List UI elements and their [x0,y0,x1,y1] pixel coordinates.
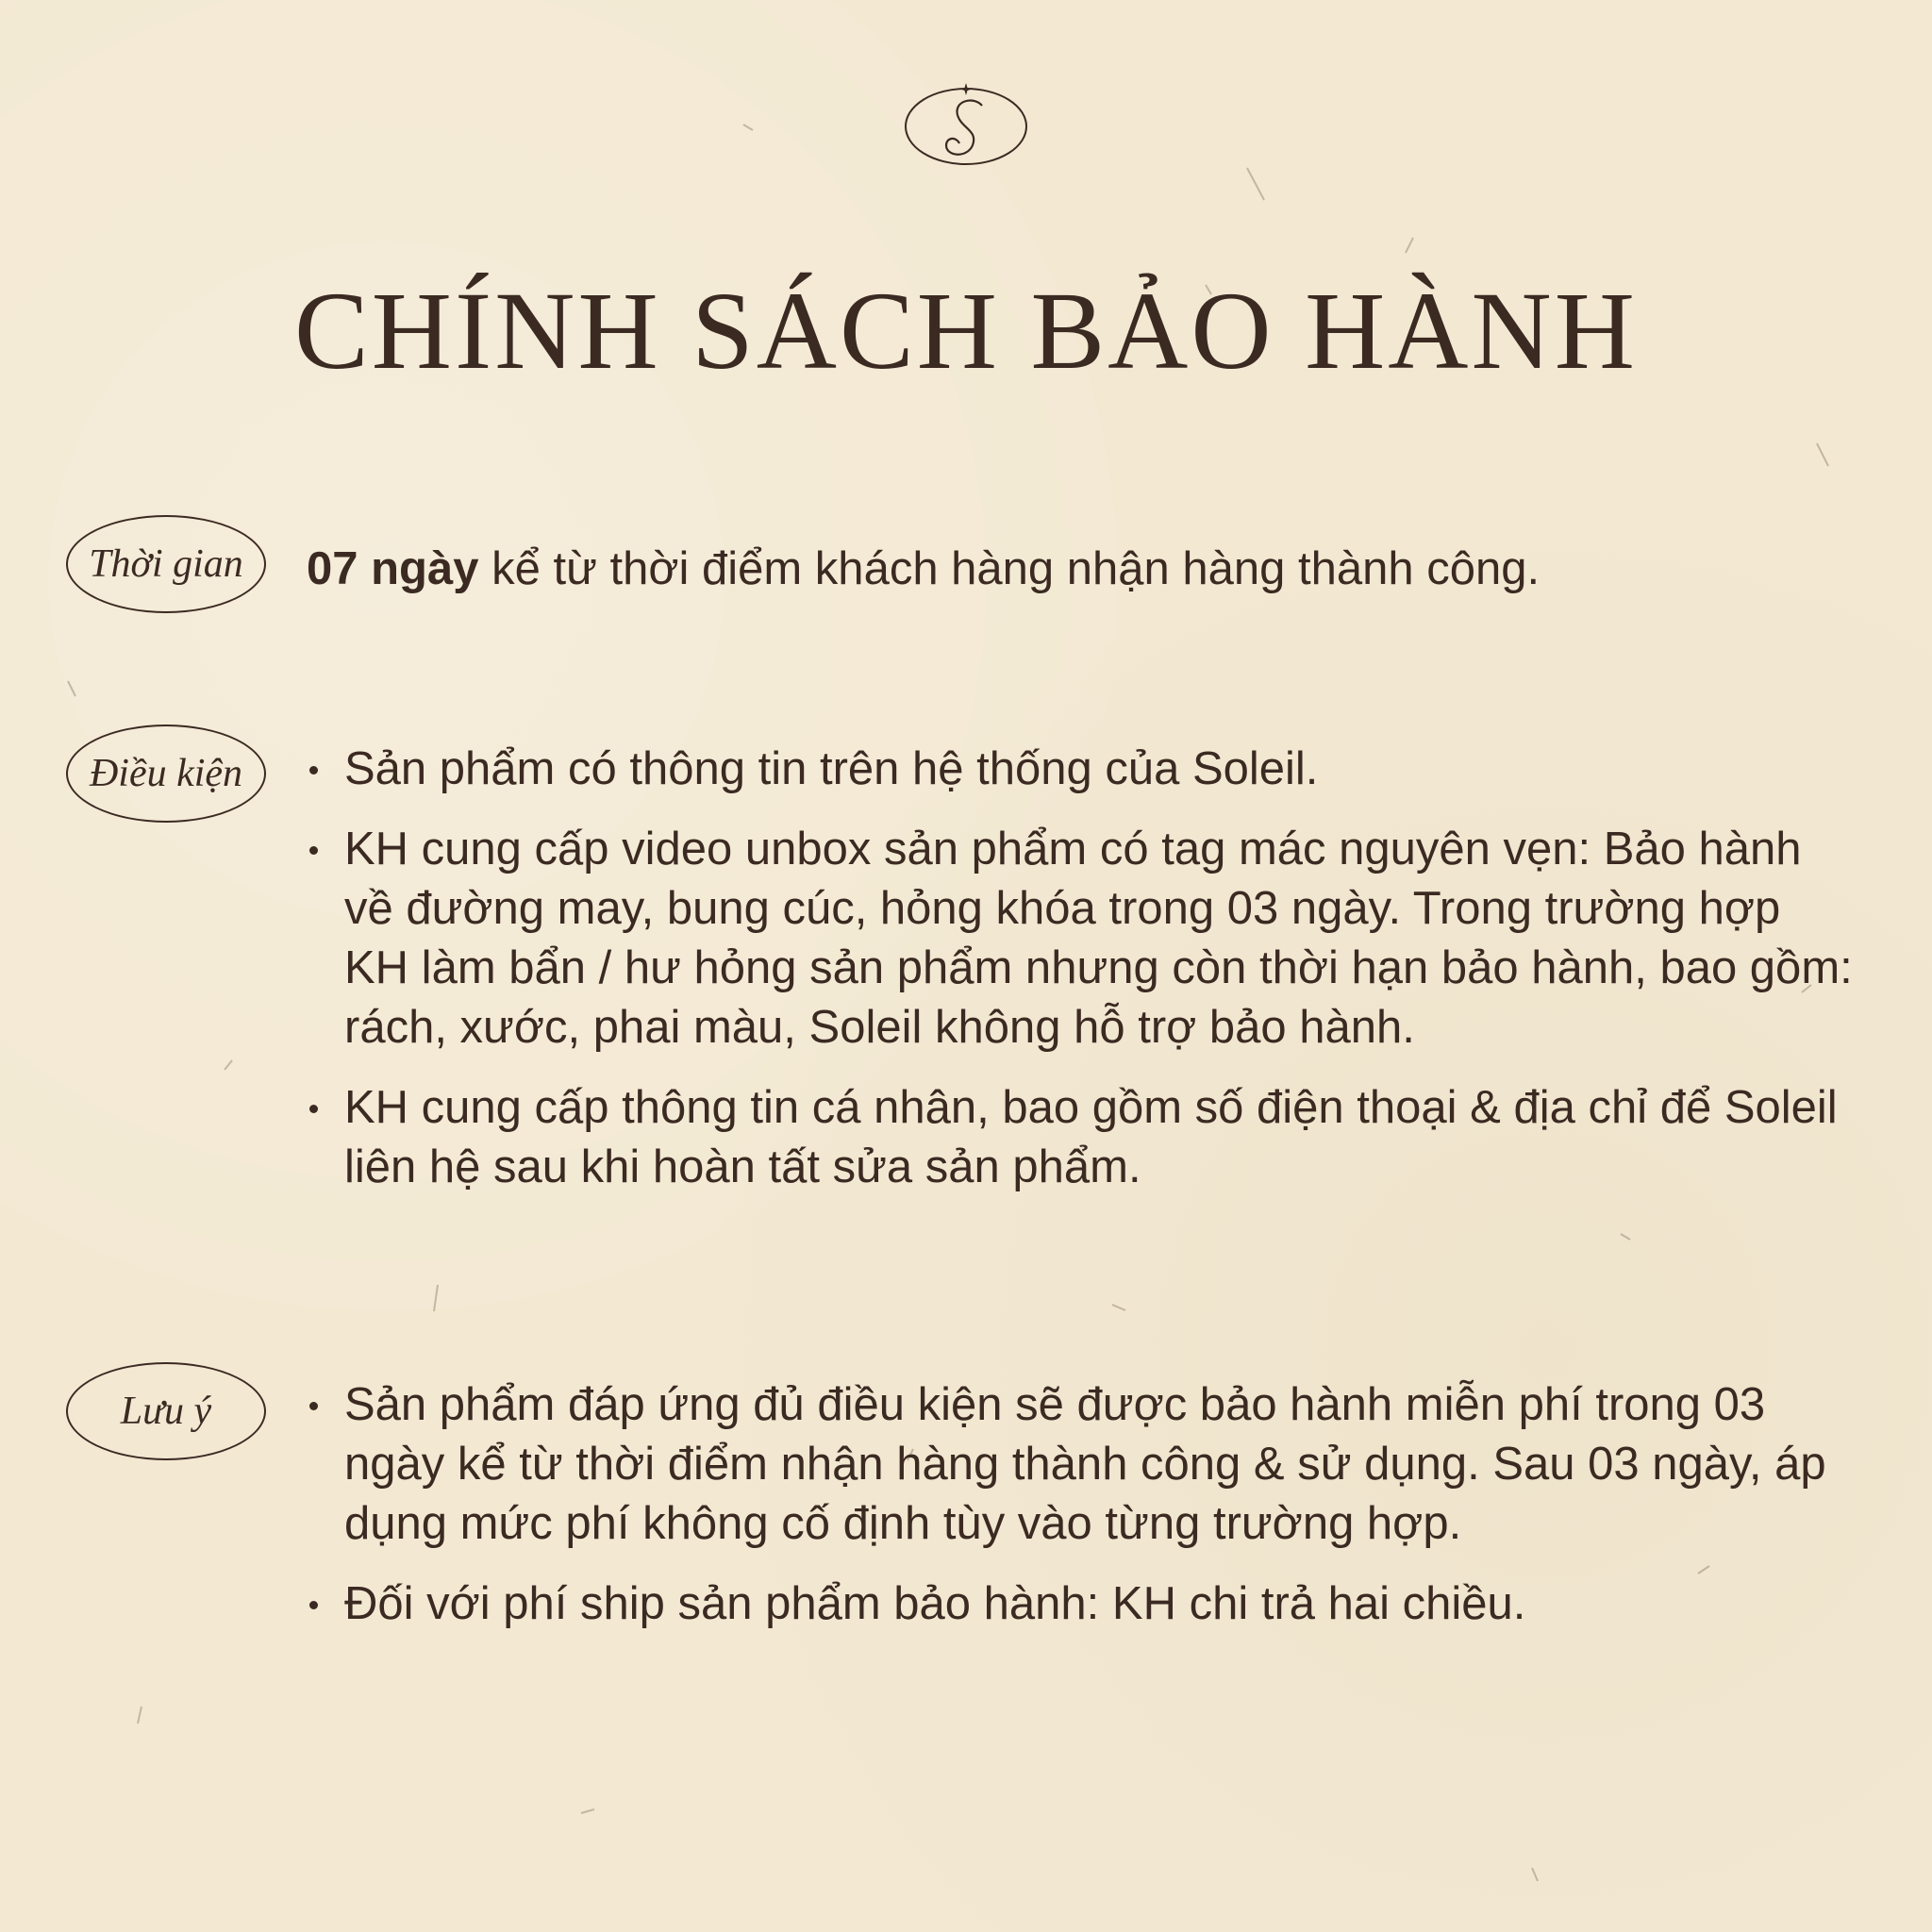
list-item: KH cung cấp video unbox sản phẩm có tag mác nguyên vẹn: Bảo hành về đường may, bung cúc, hỏng khóa trong 03 ngày. Trong trường hợp KH làm bẩn / hư hỏng sản phẩm nhưng còn thời hạn bảo hành, bao gồm: rách, xước, phai màu, Soleil không hỗ trợ bảo hành. [307,820,1857,1058]
conditions-list [307,740,1857,1197]
section-label-dieu-kien: Điều kiện [66,724,266,823]
warranty-duration: 07 ngày [307,543,479,594]
list-item: KH cung cấp thông tin cá nhân, bao gồm số điện thoại & địa chỉ để Soleil liên hệ sau khi hoàn tất sửa sản phẩm. [307,1078,1857,1197]
soleil-logo [903,77,1029,172]
list-item: Sản phẩm đáp ứng đủ điều kiện sẽ được bảo hành miễn phí trong 03 ngày kể từ thời điểm nhận hàng thành công & sử dụng. Sau 03 ngày, áp dụng mức phí không cố định tùy vào từng trường hợp. [307,1375,1857,1554]
list-item: Đối với phí ship sản phẩm bảo hành: KH chi trả hai chiều. [307,1574,1857,1634]
notes-list [307,1375,1857,1634]
page-title: CHÍNH SÁCH BẢO HÀNH [294,269,1638,392]
warranty-duration-detail: kể từ thời điểm khách hàng nhận hàng thành công. [478,543,1541,594]
section-text-dieu-kien [307,740,1857,1218]
section-text-thoi-gian [307,540,1857,599]
list-item: Sản phẩm có thông tin trên hệ thống của Soleil. [307,740,1857,799]
section-text-luu-y [307,1375,1857,1655]
section-label-luu-y: Lưu ý [66,1362,266,1460]
section-label-thoi-gian: Thời gian [66,515,266,613]
